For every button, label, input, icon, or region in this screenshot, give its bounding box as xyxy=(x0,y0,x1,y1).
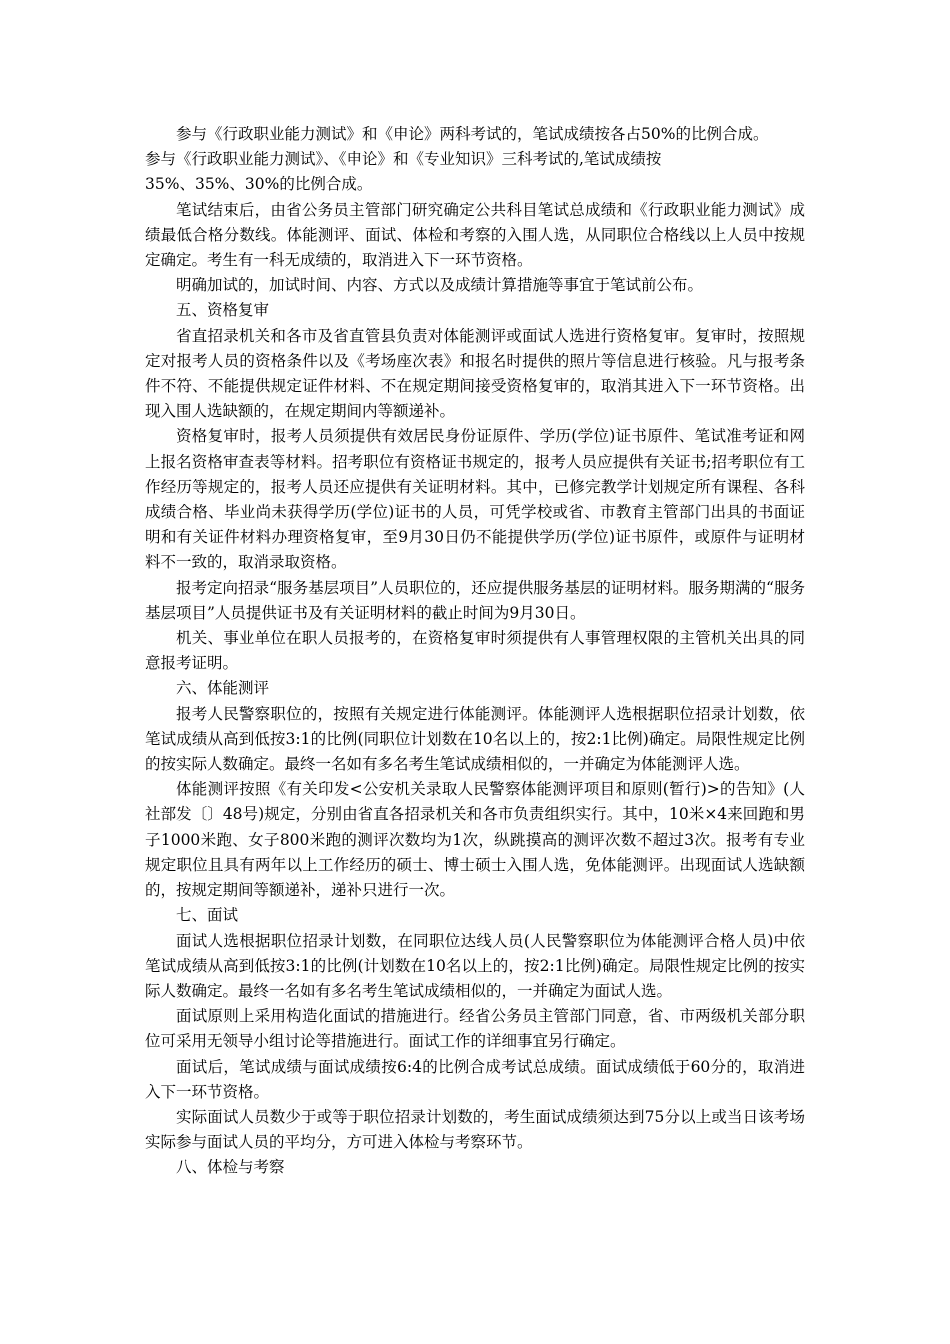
body-paragraph xyxy=(145,122,805,147)
section-heading xyxy=(145,1155,805,1180)
paragraph-text: 八、体检与考察 xyxy=(176,1158,285,1177)
body-paragraph xyxy=(145,198,805,274)
paragraph-text: 面试后，笔试成绩与面试成绩按6:4的比例合成考试总成绩。面试成绩低于60分的，取消进入下一环节资格。 xyxy=(145,1057,805,1101)
body-paragraph xyxy=(145,324,805,425)
section-heading xyxy=(145,298,805,323)
paragraph-text: 参与《行政职业能力测试》和《申论》两科考试的，笔试成绩按各占50%的比例合成。 xyxy=(176,125,769,143)
body-paragraph xyxy=(145,147,805,197)
body-paragraph xyxy=(145,702,805,778)
body-paragraph xyxy=(145,777,805,903)
paragraph-text: 明确加试的，加试时间、内容、方式以及成绩计算措施等事宜于笔试前公布。 xyxy=(176,276,704,295)
paragraph-text: 35%、35%、30%的比例合成。 xyxy=(145,175,373,194)
document-body xyxy=(145,122,805,1181)
body-paragraph xyxy=(145,576,805,626)
paragraph-text: 实际面试人员数少于或等于职位招录计划数的，考生面试成绩须达到75分以上或当日该考场实际参与面试人员的平均分，方可进入体检与考察环节。 xyxy=(145,1107,805,1152)
body-paragraph xyxy=(145,424,805,575)
body-paragraph xyxy=(145,626,805,676)
body-paragraph xyxy=(145,1105,805,1155)
paragraph-text: 面试人选根据职位招录计划数，在同职位达线人员(人民警察职位为体能测评合格人员)中依笔试成绩从高到低按3:1的比例(计划数在10名以上的，按2:1比例)确定。局限性规定比例的按实际人数确定。最终一名如有多名考生笔试成绩相似的，一并确定为面试人选。 xyxy=(145,931,805,1000)
body-paragraph xyxy=(145,1055,805,1105)
body-paragraph xyxy=(145,273,805,298)
body-paragraph xyxy=(145,929,805,1005)
paragraph-text: 机关、事业单位在职人员报考的，在资格复审时须提供有人事管理权限的主管机关出具的同意报考证明。 xyxy=(145,629,805,673)
body-paragraph xyxy=(145,1004,805,1054)
paragraph-text: 参与《行政职业能力测试》、《申论》和《专业知识》三科考试的,笔试成绩按 xyxy=(145,150,662,169)
section-heading xyxy=(145,676,805,701)
paragraph-text: 七、面试 xyxy=(176,906,239,925)
paragraph-text: 报考定向招录“服务基层项目”人员职位的，还应提供服务基层的证明材料。服务期满的“服务基层项目”人员提供证书及有关证明材料的截止时间为9月30日。 xyxy=(145,578,805,622)
paragraph-text: 省直招录机关和各市及省直管县负责对体能测评或面试人选进行资格复审。复审时，按照规定对报考人员的资格条件以及《考场座次表》和报名时提供的照片等信息进行核验。凡与报考条件不符、不能提供规定证件材料、不在规定期间接受资格复审的，取消其进入下一环节资格。出现入围人选缺额的，在规定期间内等额递补。 xyxy=(145,326,805,421)
paragraph-text: 六、体能测评 xyxy=(176,679,270,698)
section-heading xyxy=(145,903,805,928)
paragraph-text: 资格复审时，报考人员须提供有效居民身份证原件、学历(学位)证书原件、笔试准考证和网上报名资格审查表等材料。招考职位有资格证书规定的，报考人员应提供有关证书;招考职位有工作经历等规定的，报考人员还应提供有关证明材料。其中，已修完教学计划规定所有课程、各科成绩合格、毕业尚未获得学历(学位)证书的人员，可凭学校或省、市教育主管部门出具的书面证明和有关证件材料办理资格复审，至9月30日仍不能提供学历(学位)证书原件，或原件与证明材料不一致的，取消录取资格。 xyxy=(145,427,805,572)
paragraph-text: 面试原则上采用构造化面试的措施进行。经省公务员主管部门同意，省、市两级机关部分职位可采用无领导小组讨论等措施进行。面试工作的详细事宜另行确定。 xyxy=(145,1007,805,1051)
paragraph-text: 体能测评按照《有关印发<公安机关录取人民警察体能测评项目和原则(暂行)>的告知》(人社部发〔〕48号)规定，分别由省直各招录机关和各市负责组织实行。其中，10米×4来回跑和男子1000米跑、女子800米跑的测评次数均为1次，纵跳摸高的测评次数不超过3次。报考有专业规定职位且具有两年以上工作经历的硕士、博士硕士入围人选，免体能测评。出现面试人选缺额的，按规定期间等额递补，递补只进行一次。 xyxy=(145,780,805,900)
paragraph-text: 五、资格复审 xyxy=(176,301,270,320)
paragraph-text: 笔试结束后，由省公务员主管部门研究确定公共科目笔试总成绩和《行政职业能力测试》成绩最低合格分数线。体能测评、面试、体检和考察的入围人选，从同职位合格线以上人员中按规定确定。考生有一科无成绩的，取消进入下一环节资格。 xyxy=(145,200,805,270)
paragraph-text: 报考人民警察职位的，按照有关规定进行体能测评。体能测评人选根据职位招录计划数，依笔试成绩从高到低按3:1的比例(同职位计划数在10名以上的，按2:1比例)确定。局限性规定比例的按实际人数确定。最终一名如有多名考生笔试成绩相似的，一并确定为体能测评人选。 xyxy=(145,704,805,774)
